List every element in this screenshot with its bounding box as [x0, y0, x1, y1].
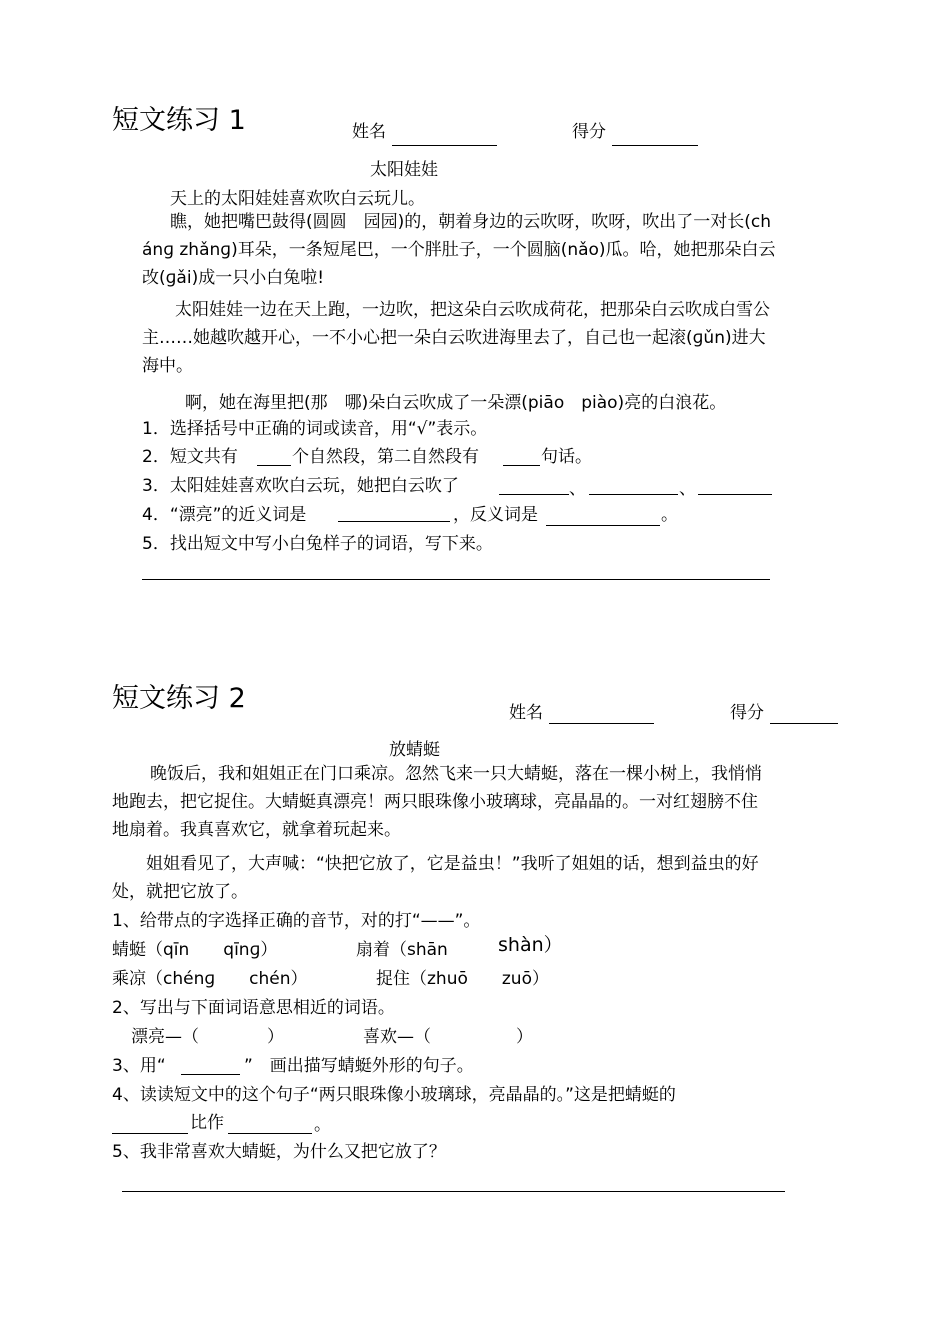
exercise1-score-blank[interactable]: [612, 145, 698, 146]
exercise1-question-2-blank-2[interactable]: [503, 465, 540, 466]
exercise2-question-5: 5、我非常喜欢大蜻蜓，为什么又把它放了？: [112, 1142, 446, 1162]
exercise1-story-title: 太阳娃娃: [370, 160, 438, 180]
exercise1-question-4-blank-2[interactable]: [546, 525, 660, 526]
exercise2-name-label: 姓名: [509, 703, 543, 723]
exercise1-question-3-blank-3[interactable]: [698, 494, 772, 495]
exercise1-heading: 短文练习 1: [112, 105, 246, 136]
exercise1-name-label: 姓名: [352, 122, 386, 142]
exercise2-synonym-xihuan: 喜欢—（ ）: [363, 1027, 533, 1047]
exercise2-question-3-underline-sample: [181, 1074, 240, 1075]
exercise1-paragraph-4: 啊，她在海里把(那 哪)朵白云吹成了一朵漂(piāo piào)亮的白浪花。: [185, 393, 727, 413]
exercise1-question-4-part-c: 。: [661, 505, 678, 525]
paragraph-line: 改(ɡǎi)成一只小白兔啦!: [142, 268, 325, 288]
exercise2-question-3-part-b: ” 画出描写蜻蜓外形的句子。: [244, 1056, 474, 1076]
exercise1-paragraph-1: 天上的太阳娃娃喜欢吹白云玩儿。: [170, 189, 425, 209]
exercise2-pinyin-choice-zhuozhu: 捉住（zhuō zuō）: [376, 969, 549, 989]
paragraph-line: 地跑去，把它捉住。大蜻蜓真漂亮！两只眼珠像小玻璃球，亮晶晶的。一对红翅膀不住: [112, 792, 758, 812]
exercise2-pinyin-choice-shanzhe: 扇着（shān: [356, 940, 448, 960]
exercise2-question-4: 4、读读短文中的这个句子“两只眼珠像小玻璃球，亮晶晶的。”这是把蜻蜓的: [112, 1085, 676, 1105]
exercise1-question-2-blank-1[interactable]: [257, 465, 291, 466]
exercise2-pinyin-choice-chengliang: 乘凉（chénɡ chén）: [112, 969, 308, 989]
exercise2-story-title: 放蜻蜓: [389, 740, 440, 760]
exercise1-question-3-separator-1: 、: [569, 479, 586, 499]
paragraph-line: ánɡ zhǎnɡ)耳朵，一条短尾巴，一个胖肚子，一个圆脑(nǎo)瓜。哈，她把那朵白云: [142, 240, 776, 260]
exercise2-pinyin-choice-shanzhe-option-2: shàn）: [498, 934, 563, 956]
exercise2-question-2: 2、写出与下面词语意思相近的词语。: [112, 998, 395, 1018]
paragraph-line: 地扇着。我真喜欢它，就拿着玩起来。: [112, 820, 401, 840]
exercise1-question-4-part-b: ，反义词是: [453, 505, 538, 525]
paragraph-line: 主……她越吹越开心，一不小心把一朵白云吹进海里去了，自己也一起滚(ɡǔn)进大: [142, 328, 766, 348]
exercise1-question-4-part-a: 4．“漂亮”的近义词是: [142, 505, 307, 525]
exercise2-score-label: 得分: [730, 703, 764, 723]
paragraph-line: 瞧，她把嘴巴鼓得(圆圆 园园)的，朝着身边的云吹呀，吹呀，吹出了一对长(ch: [170, 212, 772, 232]
paragraph-line: 姐姐看见了，大声喊：“快把它放了，它是益虫！”我听了姐姐的话，想到益虫的好: [146, 854, 759, 874]
exercise2-paragraph-2: [112, 850, 759, 906]
exercise1-question-3: 3．太阳娃娃喜欢吹白云玩，她把白云吹了: [142, 476, 459, 496]
exercise1-question-2-part-c: 句话。: [541, 447, 592, 467]
exercise2-question-4-part-c: 。: [314, 1115, 331, 1135]
exercise2-heading: 短文练习 2: [112, 683, 246, 714]
paragraph-line: 太阳娃娃一边在天上跑，一边吹，把这朵白云吹成荷花，把那朵白云吹成白雪公: [175, 300, 770, 320]
exercise1-question-2-part-b: 个自然段，第二自然段有: [292, 447, 479, 467]
exercise1-paragraph-3: [142, 296, 770, 380]
exercise2-score-blank[interactable]: [770, 723, 838, 724]
exercise2-name-blank[interactable]: [549, 723, 654, 724]
exercise2-question-3-part-a: 3、用“: [112, 1056, 166, 1076]
paragraph-line: 处，就把它放了。: [112, 882, 248, 902]
exercise1-question-5: 5．找出短文中写小白兔样子的词语，写下来。: [142, 534, 493, 554]
exercise1-question-3-separator-2: 、: [679, 479, 696, 499]
exercise1-question-4-blank-1[interactable]: [338, 521, 450, 522]
exercise2-synonym-piaoliang: 漂亮—（ ）: [131, 1027, 284, 1047]
exercise1-question-1: 1．选择括号中正确的词或读音，用“√”表示。: [142, 419, 488, 439]
exercise2-pinyin-choice-qingting: 蜻蜓（qīn qīnɡ）: [112, 940, 278, 960]
exercise1-question-2-part-a: 2．短文共有: [142, 447, 238, 467]
exercise1-answer-line[interactable]: [142, 579, 770, 580]
exercise1-question-3-blank-1[interactable]: [499, 494, 569, 495]
exercise2-question-1: 1、给带点的字选择正确的音节，对的打“——”。: [112, 911, 481, 931]
exercise2-answer-line[interactable]: [122, 1191, 785, 1192]
exercise2-paragraph-1: [112, 760, 762, 844]
exercise1-paragraph-2: [142, 208, 776, 292]
exercise1-name-blank[interactable]: [392, 145, 497, 146]
paragraph-line: 海中。: [142, 356, 193, 376]
exercise2-question-4-part-b: 比作: [190, 1113, 224, 1133]
exercise2-question-4-blank-2[interactable]: [228, 1133, 312, 1134]
exercise1-question-3-blank-2[interactable]: [589, 494, 678, 495]
exercise1-score-label: 得分: [572, 122, 606, 142]
paragraph-line: 晚饭后，我和姐姐正在门口乘凉。忽然飞来一只大蜻蜓，落在一棵小树上，我悄悄: [150, 764, 762, 784]
exercise2-question-4-blank-1[interactable]: [112, 1133, 188, 1134]
